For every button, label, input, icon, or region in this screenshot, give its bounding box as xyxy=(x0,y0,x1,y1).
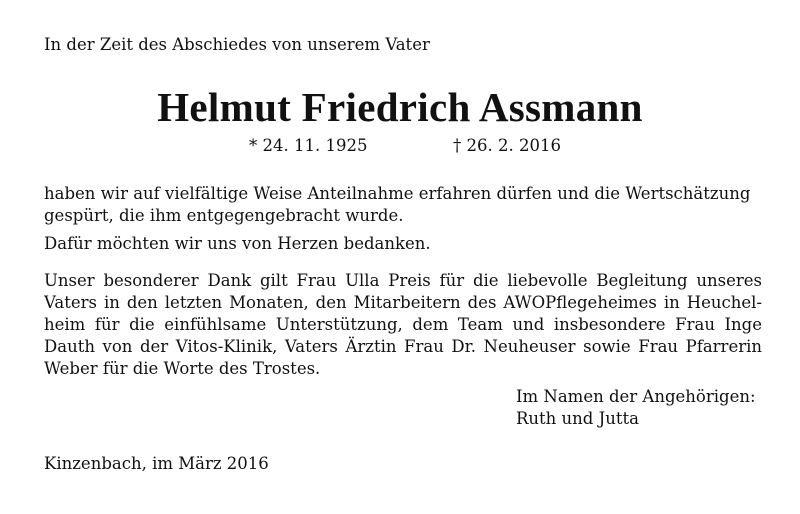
paragraph-line: Weber für die Worte des Trostes. xyxy=(44,359,321,378)
paragraph-line: gespürt, die ihm entgegengebracht wurde. xyxy=(44,206,404,225)
paragraph-line: haben wir auf vielfältige Weise Anteilnahme erfahren dürfen und die Wertschätzung xyxy=(44,184,751,203)
death-date: † 26. 2. 2016 xyxy=(453,136,561,155)
deceased-name: Helmut Friedrich Assmann xyxy=(157,84,643,130)
birth-date: * 24. 11. 1925 xyxy=(249,136,368,155)
paragraph-line: Dauth von der Vitos-Klinik, Vaters Ärztin Frau Dr. Neuheuser sowie Frau Pfarrerin xyxy=(44,337,762,356)
paragraph-line: Vaters in den letzten Monaten, den Mitarbeitern des AWOPflegeheimes in Heuchel- xyxy=(44,293,762,312)
place-date: Kinzenbach, im März 2016 xyxy=(44,454,269,473)
signature-line-1: Im Namen der Angehörigen: xyxy=(516,387,756,406)
paragraph-line: Unser besonderer Dank gilt Frau Ulla Preis für die liebevolle Begleitung unseres xyxy=(44,271,762,290)
paragraph-line: Dafür möchten wir uns von Herzen bedanken. xyxy=(44,234,431,253)
signature-line-2: Ruth und Jutta xyxy=(516,409,639,428)
thanks-paragraph-2 xyxy=(44,233,762,255)
thanks-paragraph-1 xyxy=(44,183,762,227)
thanks-paragraph-3 xyxy=(44,270,762,380)
intro-text: In der Zeit des Abschiedes von unserem Vater xyxy=(44,35,430,54)
paragraph-line: heim für die einfühlsame Unterstützung, dem Team und insbesondere Frau Inge xyxy=(44,315,762,334)
